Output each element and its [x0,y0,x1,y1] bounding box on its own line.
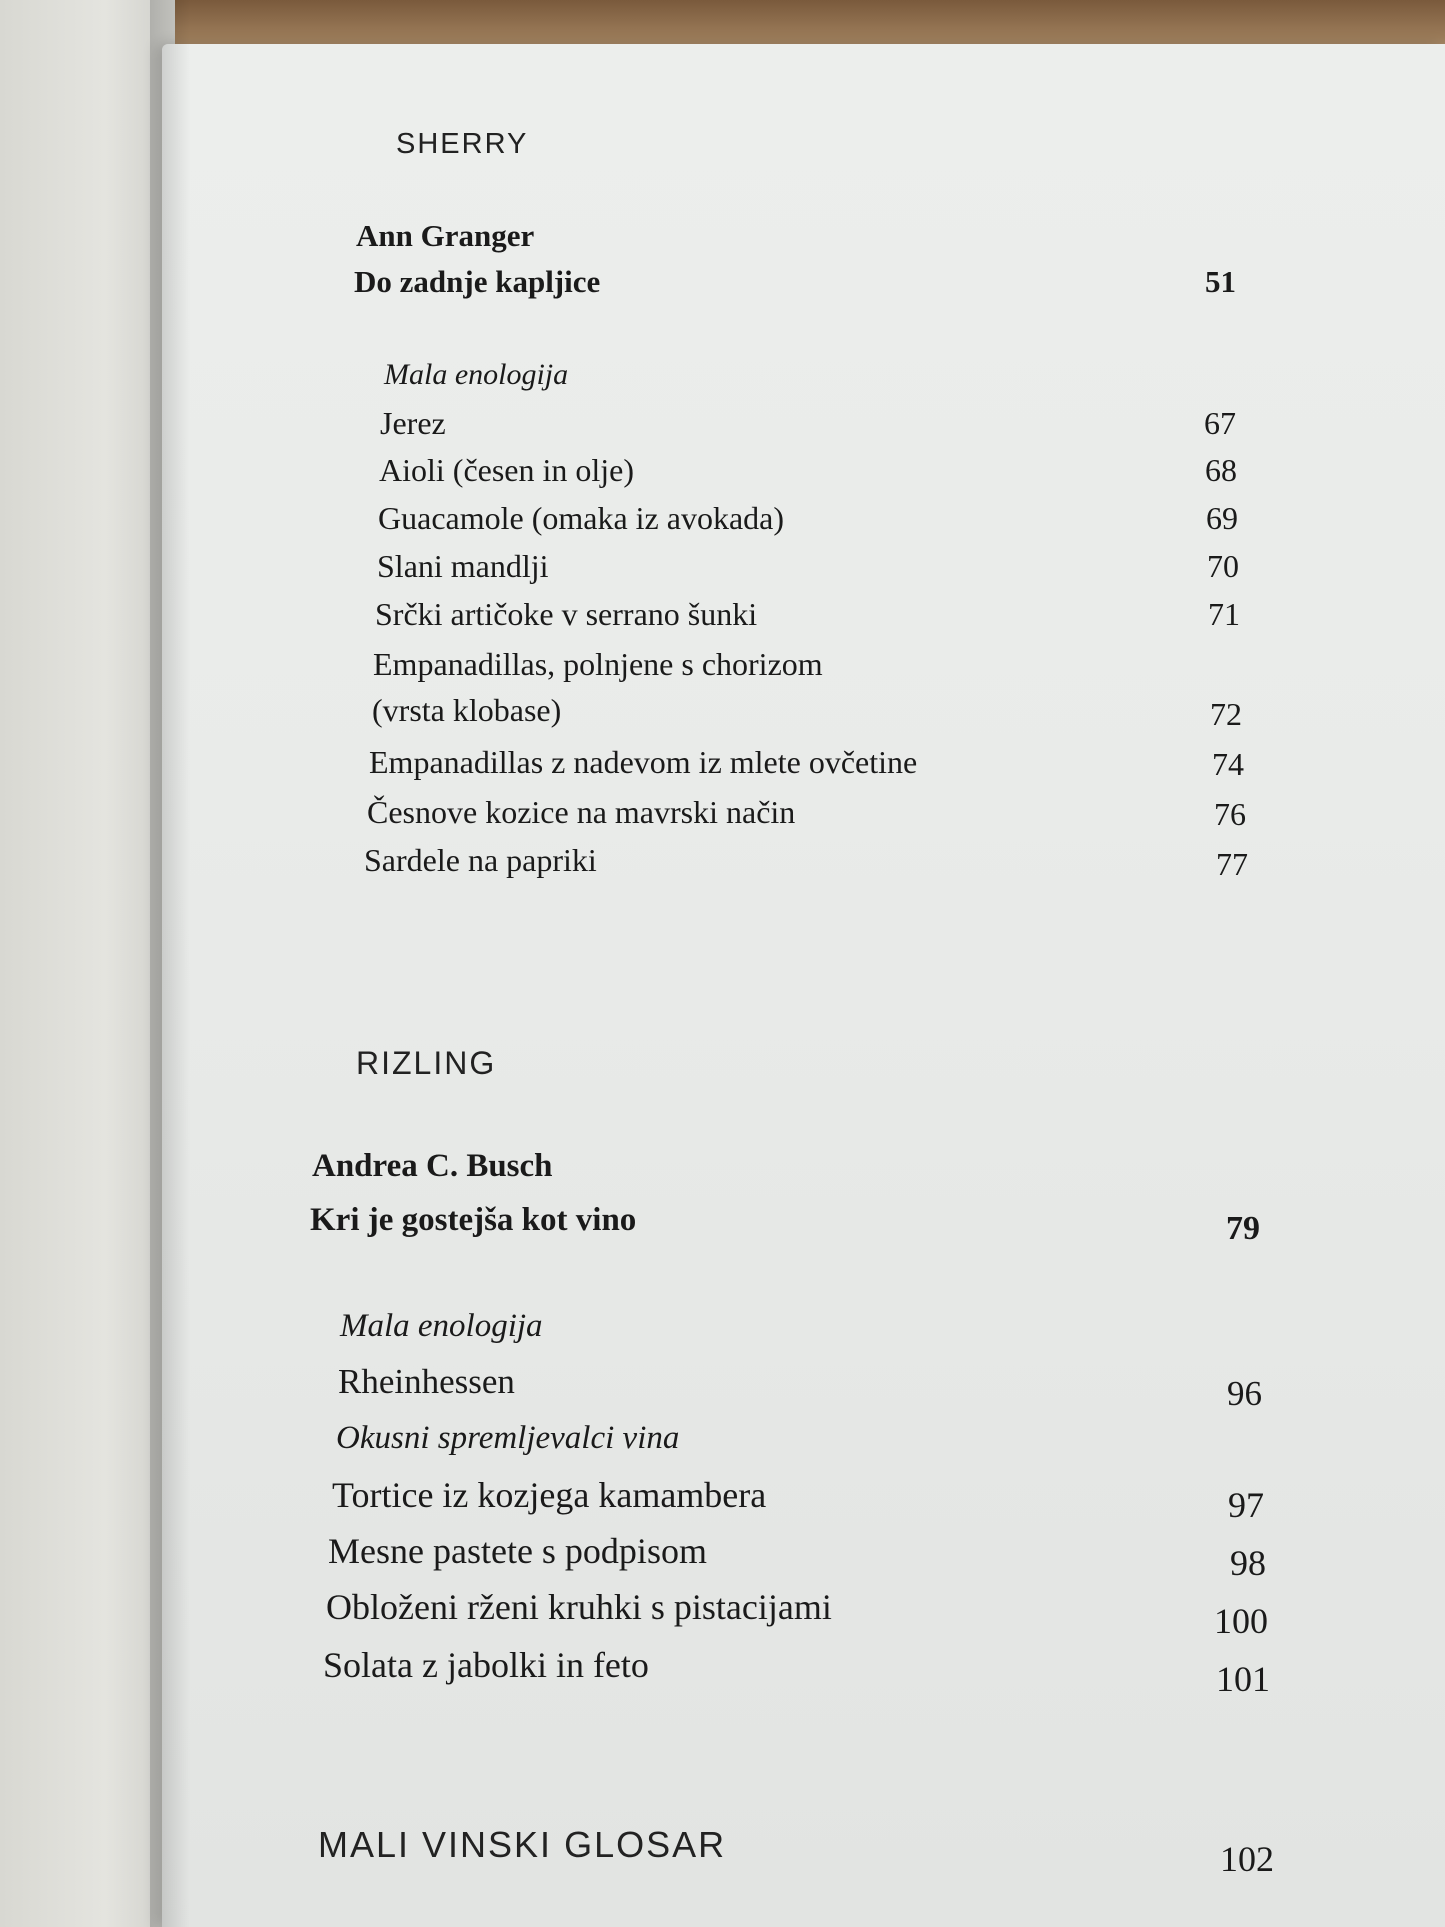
page-number: 68 [1205,452,1237,488]
story-title: Do zadnje kapljice [354,264,601,299]
page-number: 96 [1227,1374,1262,1413]
page-number: 74 [1212,746,1244,782]
toc-entry: Mesne pastete s podpisom [328,1531,707,1571]
page-number: 100 [1214,1601,1268,1641]
toc-entry: Empanadillas z nadevom iz mlete ovčetine [369,744,918,780]
left-page [0,0,175,1927]
subheading: Mala enologija [384,358,569,391]
toc-entry: (vrsta klobase) [372,692,562,728]
toc-entry: Srčki artičoke v serrano šunki [375,596,758,632]
toc-entry: Rheinhessen [338,1362,515,1401]
book-gutter [150,0,190,1927]
toc-entry: Guacamole (omaka iz avokada) [378,500,785,536]
toc-entry: Obloženi rženi kruhki s pistacijami [326,1587,832,1627]
page-number: 67 [1204,405,1236,441]
page-number: 77 [1216,846,1248,882]
section-heading-glosar: MALI VINSKI GLOSAR [318,1824,727,1865]
page-number: 98 [1230,1543,1266,1583]
toc-entry: Solata z jabolki in feto [323,1645,649,1685]
subheading: Okusni spremljevalci vina [336,1420,680,1456]
toc-entry: Tortice iz kozjega kamambera [332,1475,767,1515]
page-number: 79 [1226,1210,1260,1247]
page-number: 70 [1207,548,1239,584]
toc-entry: Slani mandlji [377,548,549,584]
page-number: 72 [1210,696,1242,732]
toc-entry: Aioli (česen in olje) [379,452,635,488]
page-number: 97 [1228,1485,1264,1525]
page-number: 76 [1214,796,1246,832]
page-number: 101 [1216,1659,1270,1699]
toc-entry: Sardele na papriki [364,842,597,878]
page-number: 51 [1205,264,1236,299]
toc-entry: Česnove kozice na mavrski način [367,794,796,830]
section-heading-rizling: RIZLING [356,1045,497,1081]
page-number: 69 [1206,500,1238,536]
story-title: Kri je gostejša kot vino [310,1202,637,1238]
page-number: 71 [1208,596,1240,632]
page-number: 102 [1220,1839,1274,1879]
toc-entry: Empanadillas, polnjene s chorizom [373,646,823,682]
author-name: Ann Granger [356,218,535,253]
subheading: Mala enologija [340,1308,543,1344]
author-name: Andrea C. Busch [312,1148,553,1184]
toc-entry: Jerez [380,405,446,441]
section-heading-sherry: SHERRY [396,128,529,160]
